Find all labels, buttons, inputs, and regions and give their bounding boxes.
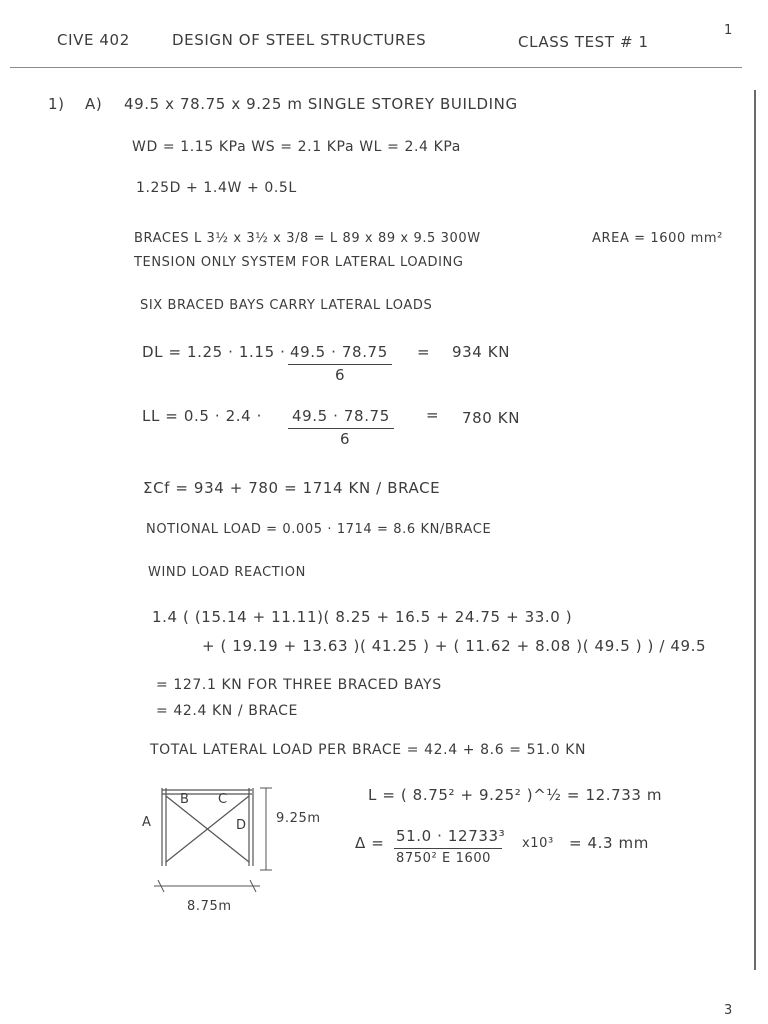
- dl-numerator: 49.5 · 78.75: [290, 343, 388, 361]
- page-number: 1: [724, 23, 733, 38]
- right-margin-line: [754, 90, 756, 970]
- deflection-factor: x10³: [522, 836, 554, 851]
- load-values: WD = 1.15 KPa WS = 2.1 KPa WL = 2.4 KPa: [132, 139, 461, 155]
- brace-spec: BRACES L 3½ x 3½ x 3/8 = L 89 x 89 x 9.5 300W: [134, 231, 481, 246]
- diagram-height: 9.25m: [276, 811, 321, 826]
- header-rule: [10, 67, 742, 68]
- ll-denominator: 6: [340, 430, 351, 448]
- deflection-denominator: 8750² E 1600: [396, 851, 492, 866]
- diagram-label-a: A: [142, 815, 152, 830]
- ll-numerator: 49.5 · 78.75: [292, 407, 390, 425]
- ll-lhs: LL = 0.5 · 2.4 ·: [142, 407, 262, 425]
- wind-heading: WIND LOAD REACTION: [148, 565, 306, 580]
- question-number: 1): [48, 95, 65, 113]
- braced-bay-diagram: [140, 778, 340, 918]
- braced-bays-note: SIX BRACED BAYS CARRY LATERAL LOADS: [140, 298, 433, 313]
- ecf-line: ΣCf = 934 + 780 = 1714 KN / BRACE: [143, 479, 441, 497]
- deflection-symbol: Δ =: [355, 834, 385, 852]
- notional-load: NOTIONAL LOAD = 0.005 · 1714 = 8.6 KN/BRACE: [146, 522, 492, 537]
- dl-fraction-bar: [288, 364, 392, 365]
- dl-lhs: DL = 1.25 · 1.15 ·: [142, 343, 286, 361]
- deflection-fraction-bar: [394, 848, 502, 849]
- diagram-label-d: D: [236, 818, 247, 833]
- brace-length: L = ( 8.75² + 9.25² )^½ = 12.733 m: [368, 786, 663, 804]
- course-code: CIVE 402: [57, 31, 130, 49]
- footer-mark: 3: [724, 1003, 733, 1018]
- building-dimensions: 49.5 x 78.75 x 9.25 m SINGLE STOREY BUILDING: [124, 95, 518, 113]
- dl-denominator: 6: [335, 366, 346, 384]
- dl-equals: =: [417, 343, 431, 361]
- deflection-result: = 4.3 mm: [569, 834, 649, 852]
- dl-result: 934 KN: [452, 343, 511, 361]
- total-lateral-load: TOTAL LATERAL LOAD PER BRACE = 42.4 + 8.6 = 51.0 KN: [150, 742, 587, 758]
- ll-result: 780 KN: [462, 409, 521, 427]
- wind-line-1: 1.4 ( (15.14 + 11.11)( 8.25 + 16.5 + 24.75 + 33.0 ): [152, 608, 573, 626]
- course-title: DESIGN OF STEEL STRUCTURES: [172, 31, 427, 49]
- wind-result-1: = 127.1 KN FOR THREE BRACED BAYS: [156, 677, 442, 693]
- load-combination: 1.25D + 1.4W + 0.5L: [136, 180, 297, 196]
- deflection-numerator: 51.0 · 12733³: [396, 827, 506, 845]
- diagram-width: 8.75m: [187, 899, 232, 914]
- wind-line-2: + ( 19.19 + 13.63 )( 41.25 ) + ( 11.62 + 8.08 )( 49.5 ) ) / 49.5: [202, 637, 707, 655]
- diagram-label-c: C: [218, 792, 228, 807]
- wind-result-2: = 42.4 KN / BRACE: [156, 703, 298, 719]
- ll-fraction-bar: [288, 428, 394, 429]
- system-note: TENSION ONLY SYSTEM FOR LATERAL LOADING: [134, 255, 464, 270]
- ll-equals: =: [426, 406, 440, 424]
- brace-area: AREA = 1600 mm²: [592, 231, 723, 246]
- test-title: CLASS TEST # 1: [518, 33, 649, 51]
- diagram-label-b: B: [180, 792, 190, 807]
- question-part: A): [85, 95, 103, 113]
